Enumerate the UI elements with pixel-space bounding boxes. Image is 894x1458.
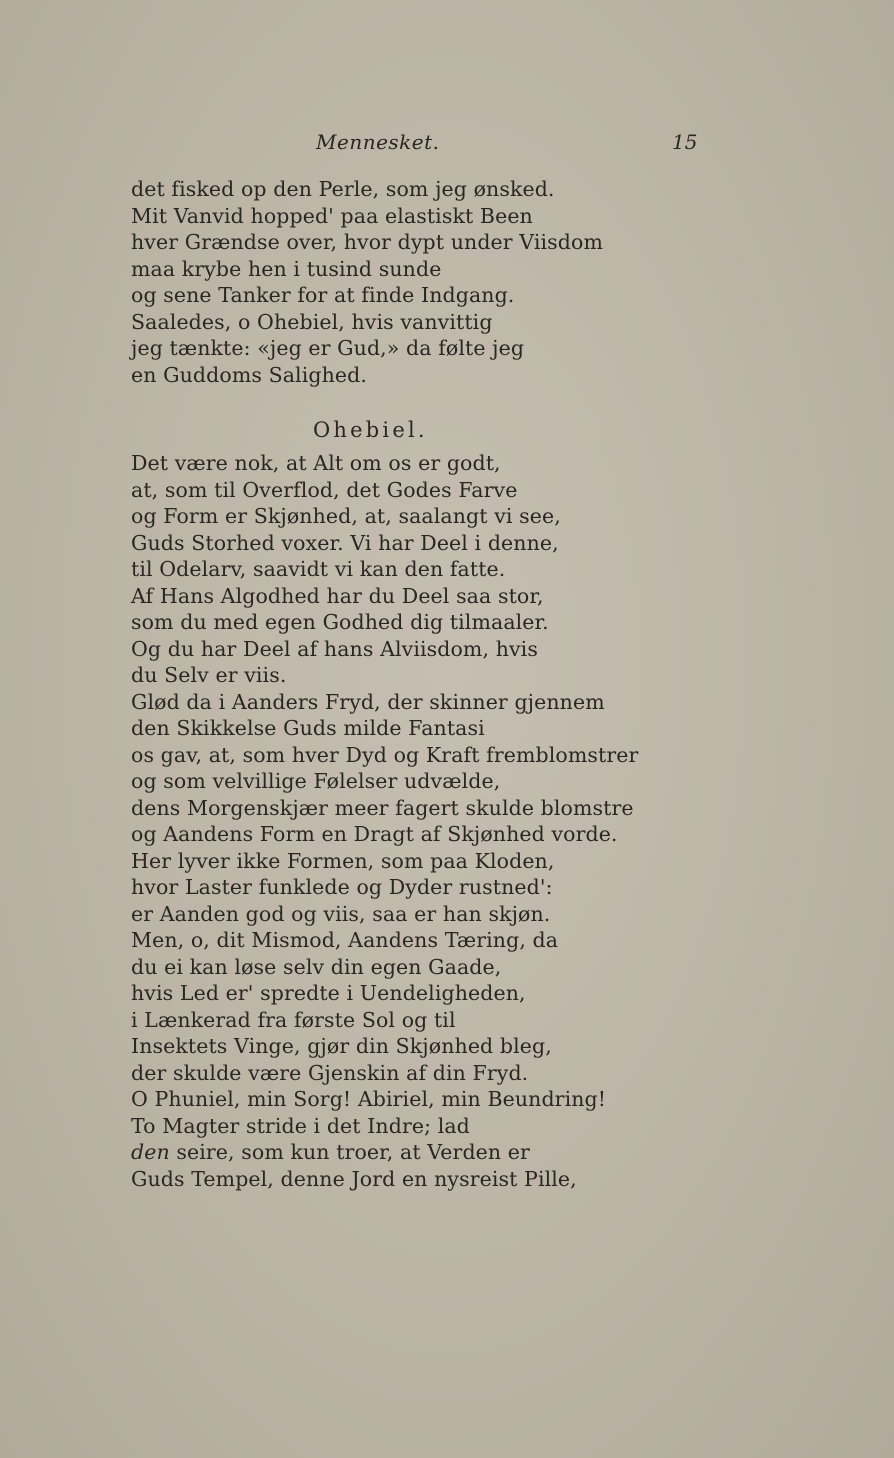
verse-line: Glød da i Aanders Fryd, der skinner gjennem xyxy=(131,689,605,714)
verse-line: og som velvillige Følelser udvælde, xyxy=(131,769,501,793)
page-number: 15 xyxy=(672,130,698,154)
verse-line: og Aandens Form en Dragt af Skjønhed vorde. xyxy=(131,822,618,846)
verse-line: Men, o, dit Mismod, Aandens Tæring, da xyxy=(131,928,559,952)
verse-line: som du med egen Godhed dig tilmaaler. xyxy=(131,610,549,634)
verse-line: Det være nok, at Alt om os er godt, xyxy=(131,451,501,475)
verse-line: hvor Laster funklede og Dyder rustned': xyxy=(131,875,553,899)
verse-line: Guds Storhed voxer. Vi har Deel i denne, xyxy=(131,530,559,555)
verse-line: Og du har Deel af hans Alviisdom, hvis xyxy=(131,636,538,661)
verse-line: maa krybe hen i tusind sunde xyxy=(131,256,442,281)
verse-stanza-1 xyxy=(131,176,651,388)
verse-line: hver Grændse over, hvor dypt under Viisdom xyxy=(131,230,603,254)
verse-line: jeg tænkte: «jeg er Gud,» da følte jeg xyxy=(131,336,525,360)
page-header xyxy=(0,130,894,160)
verse-line: os gav, at, som hver Dyd og Kraft fremblomstrer xyxy=(131,742,639,767)
verse-stanza-2 xyxy=(131,450,651,1192)
verse-line: Mit Vanvid hopped' paa elastiskt Been xyxy=(131,203,533,228)
verse-line: du Selv er viis. xyxy=(131,663,287,687)
verse-line: og sene Tanker for at finde Indgang. xyxy=(131,283,515,307)
verse-line: og Form er Skjønhed, at, saalangt vi see, xyxy=(131,504,561,528)
verse-line: at, som til Overflod, det Godes Farve xyxy=(131,477,518,502)
emphasis-word: den xyxy=(131,1140,170,1164)
verse-line: til Odelarv, saavidt vi kan den fatte. xyxy=(131,557,506,581)
verse-line-rest: seire, som kun troer, at Verden er xyxy=(169,1140,530,1164)
verse-line: Her lyver ikke Formen, som paa Kloden, xyxy=(131,848,555,873)
verse-line: Saaledes, o Ohebiel, hvis vanvittig xyxy=(131,309,493,334)
verse-line: det fisked op den Perle, som jeg ønsked. xyxy=(131,177,555,201)
verse-line: en Guddoms Salighed. xyxy=(131,362,367,387)
verse-line: Guds Tempel, denne Jord en nysreist Pille, xyxy=(131,1166,577,1191)
verse-line: du ei kan løse selv din egen Gaade, xyxy=(131,954,502,979)
verse-line: den Skikkelse Guds milde Fantasi xyxy=(131,716,485,740)
running-title: Mennesket. xyxy=(316,130,440,154)
verse-line: To Magter stride i det Indre; lad xyxy=(131,1113,470,1138)
speaker-name: Ohebiel. xyxy=(313,418,428,442)
verse-line: dens Morgenskjær meer fagert skulde blomstre xyxy=(131,795,634,820)
verse-line: Insektets Vinge, gjør din Skjønhed bleg, xyxy=(131,1034,552,1058)
verse-line: hvis Led er' spredte i Uendeligheden, xyxy=(131,981,526,1005)
verse-line: O Phuniel, min Sorg! Abiriel, min Beundring! xyxy=(131,1087,607,1111)
verse-line: i Lænkerad fra første Sol og til xyxy=(131,1007,456,1032)
verse-line: der skulde være Gjenskin af din Fryd. xyxy=(131,1060,529,1085)
verse-line: Af Hans Algodhed har du Deel saa stor, xyxy=(131,583,544,608)
verse-line: er Aanden god og viis, saa er han skjøn. xyxy=(131,901,551,926)
verse-line xyxy=(131,1139,651,1166)
